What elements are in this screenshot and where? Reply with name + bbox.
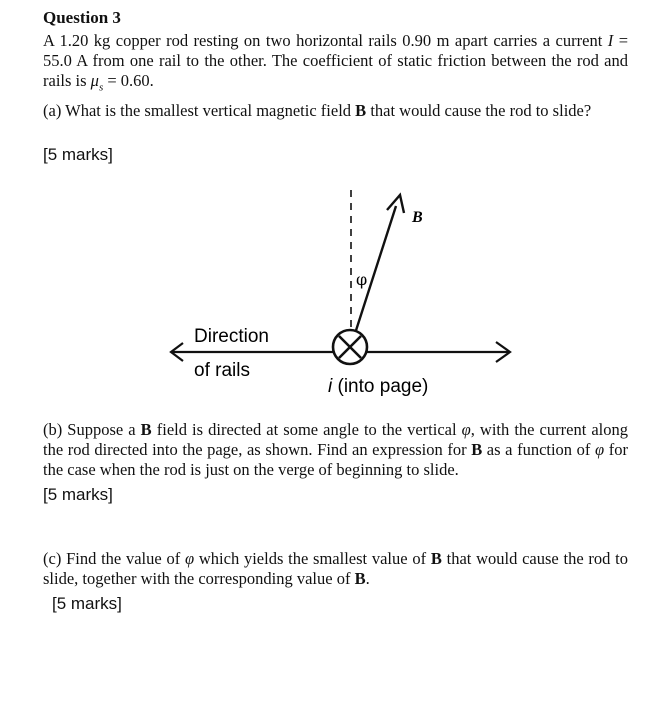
part-b-marks: [5 marks] [43,485,113,504]
part-a-bold-b: B [355,101,367,120]
part-c-phi: φ [184,549,195,568]
part-c-bold-b-1: B [430,549,442,568]
part-b-phi-1: φ [461,420,471,439]
part-a-text-2: that would cause the rod to slide? [366,101,592,120]
part-b-text-1: (b) Suppose a [43,420,141,439]
part-c-question [43,549,628,589]
part-c-text-2: which yields the smallest value of [194,549,431,568]
current-label-variable: i [328,376,333,397]
b-field-label: B [412,209,423,226]
part-c-bold-b-2: B [354,569,366,588]
part-b-question [43,420,628,480]
part-c-text-3: that would cause the rod to slide, together with the corresponding value of [43,549,628,588]
phi-angle-label: φ [356,270,368,289]
part-c-text-1: (c) Find the value of [43,549,185,568]
direction-label-line2: of rails [194,360,250,381]
part-a-text-1: (a) What is the smallest vertical magnetic field [43,101,356,120]
part-b-bold-b-1: B [140,420,152,439]
part-c-text-4: . [365,569,370,588]
part-c-marks: [5 marks] [52,594,122,613]
part-b-text-3: , with the current along the rod directed into the page, as shown. Find an expression for [43,420,628,459]
direction-label-line1: Direction [194,326,269,347]
part-a-marks: [5 marks] [43,145,113,164]
intro-text-3: = 0.60. [103,71,154,90]
part-b-text-5: for the case when the rod is just on the verge of beginning to slide. [43,440,628,479]
part-b-bold-b-2: B [471,440,483,459]
intro-text-2: = 55.0 A from one rail to the other. The coefficient of static friction between the rod and rails is [43,31,628,90]
intro-text-1: A 1.20 kg copper rod resting on two horizontal rails 0.90 m apart carries a current [43,31,608,50]
current-label [328,376,428,397]
part-b-text-4: as a function of [482,440,596,459]
question-title: Question 3 [43,8,121,27]
mu-variable: μ [90,71,99,90]
part-b-text-2: field is directed at some angle to the vertical [151,420,462,439]
part-b-phi-2: φ [595,440,605,459]
current-label-text: (into page) [332,376,429,397]
current-variable: I [607,31,614,50]
mu-subscript: s [98,81,104,94]
